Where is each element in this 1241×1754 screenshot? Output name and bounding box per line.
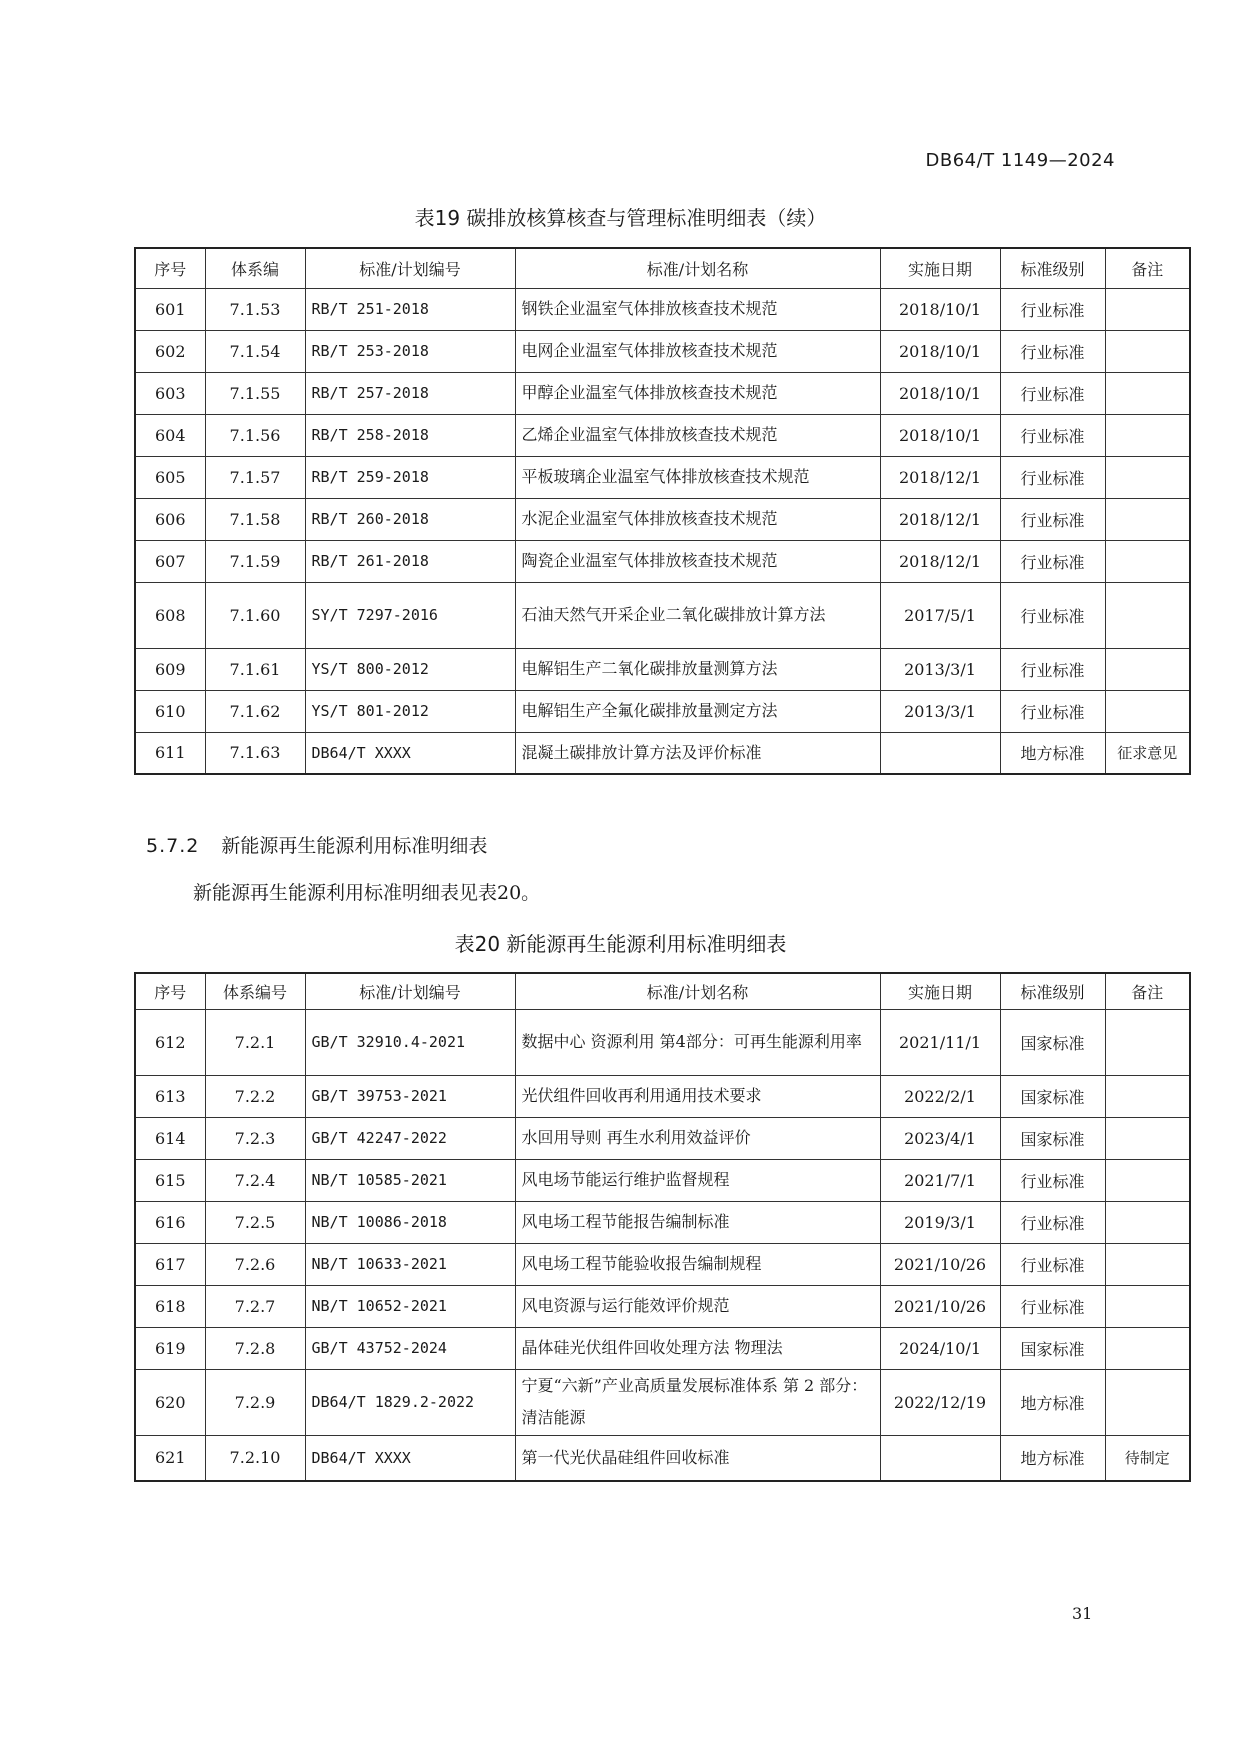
standard-name-cell: 水泥企业温室气体排放核查技术规范 bbox=[515, 498, 880, 540]
note-cell bbox=[1105, 1159, 1190, 1201]
system-code-cell: 7.2.7 bbox=[205, 1285, 305, 1327]
table19-header-row bbox=[135, 248, 1190, 288]
standard-name-cell: 第一代光伏晶硅组件回收标准 bbox=[515, 1435, 880, 1481]
date-cell: 2018/12/1 bbox=[880, 498, 1000, 540]
system-code-cell: 7.2.8 bbox=[205, 1327, 305, 1369]
table-row bbox=[135, 288, 1190, 330]
table-row bbox=[135, 330, 1190, 372]
level-cell: 行业标准 bbox=[1000, 414, 1105, 456]
note-cell bbox=[1105, 690, 1190, 732]
system-code-cell: 7.1.62 bbox=[205, 690, 305, 732]
seq-cell: 615 bbox=[135, 1159, 205, 1201]
table19 bbox=[134, 247, 1191, 775]
table-row bbox=[135, 498, 1190, 540]
date-cell: 2019/3/1 bbox=[880, 1201, 1000, 1243]
seq-cell: 604 bbox=[135, 414, 205, 456]
table-row bbox=[135, 1243, 1190, 1285]
standard-name-cell: 乙烯企业温室气体排放核查技术规范 bbox=[515, 414, 880, 456]
level-cell: 国家标准 bbox=[1000, 1327, 1105, 1369]
note-cell bbox=[1105, 498, 1190, 540]
note-cell bbox=[1105, 1009, 1190, 1075]
standard-name-cell: 电解铝生产二氧化碳排放量测算方法 bbox=[515, 648, 880, 690]
date-cell: 2023/4/1 bbox=[880, 1117, 1000, 1159]
seq-cell: 613 bbox=[135, 1075, 205, 1117]
note-cell: 征求意见 bbox=[1105, 732, 1190, 774]
standard-name-cell: 电网企业温室气体排放核查技术规范 bbox=[515, 330, 880, 372]
date-cell: 2013/3/1 bbox=[880, 690, 1000, 732]
date-cell: 2021/11/1 bbox=[880, 1009, 1000, 1075]
standard-name-cell: 水回用导则 再生水利用效益评价 bbox=[515, 1117, 880, 1159]
standard-code-cell: RB/T 257-2018 bbox=[305, 372, 515, 414]
seq-cell: 602 bbox=[135, 330, 205, 372]
system-code-cell: 7.2.4 bbox=[205, 1159, 305, 1201]
note-cell bbox=[1105, 414, 1190, 456]
table20 bbox=[134, 972, 1191, 1482]
system-code-cell: 7.1.55 bbox=[205, 372, 305, 414]
date-cell: 2021/7/1 bbox=[880, 1159, 1000, 1201]
system-code-cell: 7.1.53 bbox=[205, 288, 305, 330]
section-number: 5.7.2 bbox=[146, 835, 200, 857]
standard-code-cell: YS/T 801-2012 bbox=[305, 690, 515, 732]
standard-code-cell: RB/T 258-2018 bbox=[305, 414, 515, 456]
table20-header-row bbox=[135, 973, 1190, 1009]
level-cell: 地方标准 bbox=[1000, 732, 1105, 774]
header-cell: 标准/计划编号 bbox=[305, 248, 515, 288]
header-cell: 标准/计划名称 bbox=[515, 973, 880, 1009]
system-code-cell: 7.2.2 bbox=[205, 1075, 305, 1117]
table-row bbox=[135, 648, 1190, 690]
standard-name-cell: 光伏组件回收再利用通用技术要求 bbox=[515, 1075, 880, 1117]
date-cell: 2021/10/26 bbox=[880, 1243, 1000, 1285]
seq-cell: 621 bbox=[135, 1435, 205, 1481]
standard-name-cell: 陶瓷企业温室气体排放核查技术规范 bbox=[515, 540, 880, 582]
table-row bbox=[135, 1435, 1190, 1481]
header-cell: 体系编号 bbox=[205, 973, 305, 1009]
table-row bbox=[135, 372, 1190, 414]
table-row bbox=[135, 1117, 1190, 1159]
level-cell: 行业标准 bbox=[1000, 648, 1105, 690]
standard-name-cell: 钢铁企业温室气体排放核查技术规范 bbox=[515, 288, 880, 330]
table-row bbox=[135, 1369, 1190, 1435]
note-cell bbox=[1105, 1117, 1190, 1159]
note-cell bbox=[1105, 288, 1190, 330]
note-cell bbox=[1105, 330, 1190, 372]
date-cell: 2013/3/1 bbox=[880, 648, 1000, 690]
system-code-cell: 7.1.56 bbox=[205, 414, 305, 456]
standard-code-cell: RB/T 251-2018 bbox=[305, 288, 515, 330]
note-cell bbox=[1105, 372, 1190, 414]
seq-cell: 616 bbox=[135, 1201, 205, 1243]
date-cell: 2022/2/1 bbox=[880, 1075, 1000, 1117]
standard-code-cell: NB/T 10086-2018 bbox=[305, 1201, 515, 1243]
seq-cell: 607 bbox=[135, 540, 205, 582]
table-row bbox=[135, 1201, 1190, 1243]
date-cell bbox=[880, 1435, 1000, 1481]
page-number: 31 bbox=[1072, 1604, 1093, 1623]
header-cell: 标准级别 bbox=[1000, 248, 1105, 288]
standard-name-cell: 数据中心 资源利用 第4部分：可再生能源利用率 bbox=[515, 1009, 880, 1075]
table20-title: 表20 新能源再生能源利用标准明细表 bbox=[454, 932, 787, 956]
date-cell: 2018/12/1 bbox=[880, 540, 1000, 582]
date-cell: 2018/10/1 bbox=[880, 330, 1000, 372]
level-cell: 国家标准 bbox=[1000, 1075, 1105, 1117]
note-cell bbox=[1105, 1327, 1190, 1369]
system-code-cell: 7.1.57 bbox=[205, 456, 305, 498]
seq-cell: 612 bbox=[135, 1009, 205, 1075]
standard-code-cell: GB/T 39753-2021 bbox=[305, 1075, 515, 1117]
standard-code-cell: RB/T 259-2018 bbox=[305, 456, 515, 498]
standard-name-cell: 电解铝生产全氟化碳排放量测定方法 bbox=[515, 690, 880, 732]
document-code: DB64/T 1149—2024 bbox=[925, 150, 1115, 171]
header-cell: 实施日期 bbox=[880, 248, 1000, 288]
date-cell: 2017/5/1 bbox=[880, 582, 1000, 648]
standard-code-cell: GB/T 42247-2022 bbox=[305, 1117, 515, 1159]
section-heading bbox=[146, 831, 487, 858]
standard-code-cell: GB/T 32910.4-2021 bbox=[305, 1009, 515, 1075]
system-code-cell: 7.2.6 bbox=[205, 1243, 305, 1285]
date-cell: 2018/12/1 bbox=[880, 456, 1000, 498]
table-row bbox=[135, 540, 1190, 582]
level-cell: 行业标准 bbox=[1000, 690, 1105, 732]
header-cell: 体系编 bbox=[205, 248, 305, 288]
standard-code-cell: RB/T 260-2018 bbox=[305, 498, 515, 540]
standard-name-cell: 石油天然气开采企业二氧化碳排放计算方法 bbox=[515, 582, 880, 648]
seq-cell: 608 bbox=[135, 582, 205, 648]
standard-code-cell: DB64/T XXXX bbox=[305, 1435, 515, 1481]
standard-name-cell: 混凝土碳排放计算方法及评价标准 bbox=[515, 732, 880, 774]
note-cell: 待制定 bbox=[1105, 1435, 1190, 1481]
header-cell: 标准级别 bbox=[1000, 973, 1105, 1009]
table-row bbox=[135, 1075, 1190, 1117]
standard-code-cell: DB64/T 1829.2-2022 bbox=[305, 1369, 515, 1435]
table-row bbox=[135, 414, 1190, 456]
seq-cell: 617 bbox=[135, 1243, 205, 1285]
standard-name-cell: 风电资源与运行能效评价规范 bbox=[515, 1285, 880, 1327]
note-cell bbox=[1105, 1075, 1190, 1117]
seq-cell: 606 bbox=[135, 498, 205, 540]
table-row bbox=[135, 1285, 1190, 1327]
system-code-cell: 7.1.63 bbox=[205, 732, 305, 774]
standard-name-cell: 晶体硅光伏组件回收处理方法 物理法 bbox=[515, 1327, 880, 1369]
system-code-cell: 7.1.60 bbox=[205, 582, 305, 648]
level-cell: 行业标准 bbox=[1000, 582, 1105, 648]
table-row bbox=[135, 732, 1190, 774]
date-cell: 2018/10/1 bbox=[880, 414, 1000, 456]
header-cell: 标准/计划名称 bbox=[515, 248, 880, 288]
table-row bbox=[135, 690, 1190, 732]
date-cell: 2022/12/19 bbox=[880, 1369, 1000, 1435]
level-cell: 行业标准 bbox=[1000, 330, 1105, 372]
date-cell: 2018/10/1 bbox=[880, 372, 1000, 414]
note-cell bbox=[1105, 1201, 1190, 1243]
seq-cell: 618 bbox=[135, 1285, 205, 1327]
level-cell: 国家标准 bbox=[1000, 1117, 1105, 1159]
seq-cell: 605 bbox=[135, 456, 205, 498]
header-cell: 备注 bbox=[1105, 973, 1190, 1009]
system-code-cell: 7.1.58 bbox=[205, 498, 305, 540]
level-cell: 行业标准 bbox=[1000, 456, 1105, 498]
date-cell bbox=[880, 732, 1000, 774]
standard-name-cell: 风电场工程节能验收报告编制规程 bbox=[515, 1243, 880, 1285]
standard-code-cell: NB/T 10585-2021 bbox=[305, 1159, 515, 1201]
standard-code-cell: YS/T 800-2012 bbox=[305, 648, 515, 690]
date-cell: 2021/10/26 bbox=[880, 1285, 1000, 1327]
header-cell: 备注 bbox=[1105, 248, 1190, 288]
standard-code-cell: NB/T 10633-2021 bbox=[305, 1243, 515, 1285]
table-row bbox=[135, 1009, 1190, 1075]
section-paragraph: 新能源再生能源利用标准明细表见表20。 bbox=[193, 882, 541, 904]
note-cell bbox=[1105, 1285, 1190, 1327]
note-cell bbox=[1105, 456, 1190, 498]
level-cell: 行业标准 bbox=[1000, 372, 1105, 414]
system-code-cell: 7.2.1 bbox=[205, 1009, 305, 1075]
level-cell: 行业标准 bbox=[1000, 1285, 1105, 1327]
system-code-cell: 7.2.3 bbox=[205, 1117, 305, 1159]
section-title: 新能源再生能源利用标准明细表 bbox=[221, 835, 488, 857]
level-cell: 行业标准 bbox=[1000, 540, 1105, 582]
system-code-cell: 7.1.61 bbox=[205, 648, 305, 690]
standard-name-cell: 甲醇企业温室气体排放核查技术规范 bbox=[515, 372, 880, 414]
seq-cell: 601 bbox=[135, 288, 205, 330]
seq-cell: 610 bbox=[135, 690, 205, 732]
standard-code-cell: DB64/T XXXX bbox=[305, 732, 515, 774]
level-cell: 行业标准 bbox=[1000, 288, 1105, 330]
table-row bbox=[135, 582, 1190, 648]
note-cell bbox=[1105, 582, 1190, 648]
seq-cell: 620 bbox=[135, 1369, 205, 1435]
seq-cell: 609 bbox=[135, 648, 205, 690]
system-code-cell: 7.2.10 bbox=[205, 1435, 305, 1481]
standard-name-cell: 风电场节能运行维护监督规程 bbox=[515, 1159, 880, 1201]
table19-title: 表19 碳排放核算核查与管理标准明细表（续） bbox=[414, 206, 827, 230]
table-row bbox=[135, 456, 1190, 498]
header-cell: 标准/计划编号 bbox=[305, 973, 515, 1009]
date-cell: 2018/10/1 bbox=[880, 288, 1000, 330]
standard-name-cell: 宁夏“六新”产业高质量发展标准体系 第 2 部分：清洁能源 bbox=[515, 1369, 880, 1435]
standard-name-cell: 平板玻璃企业温室气体排放核查技术规范 bbox=[515, 456, 880, 498]
standard-code-cell: RB/T 261-2018 bbox=[305, 540, 515, 582]
seq-cell: 614 bbox=[135, 1117, 205, 1159]
standard-code-cell: GB/T 43752-2024 bbox=[305, 1327, 515, 1369]
level-cell: 行业标准 bbox=[1000, 498, 1105, 540]
level-cell: 行业标准 bbox=[1000, 1201, 1105, 1243]
seq-cell: 619 bbox=[135, 1327, 205, 1369]
system-code-cell: 7.1.54 bbox=[205, 330, 305, 372]
note-cell bbox=[1105, 540, 1190, 582]
system-code-cell: 7.2.9 bbox=[205, 1369, 305, 1435]
level-cell: 行业标准 bbox=[1000, 1243, 1105, 1285]
standard-code-cell: RB/T 253-2018 bbox=[305, 330, 515, 372]
note-cell bbox=[1105, 1243, 1190, 1285]
table-row bbox=[135, 1327, 1190, 1369]
table-row bbox=[135, 1159, 1190, 1201]
system-code-cell: 7.2.5 bbox=[205, 1201, 305, 1243]
seq-cell: 611 bbox=[135, 732, 205, 774]
standard-code-cell: NB/T 10652-2021 bbox=[305, 1285, 515, 1327]
level-cell: 地方标准 bbox=[1000, 1369, 1105, 1435]
level-cell: 行业标准 bbox=[1000, 1159, 1105, 1201]
note-cell bbox=[1105, 648, 1190, 690]
level-cell: 地方标准 bbox=[1000, 1435, 1105, 1481]
header-cell: 实施日期 bbox=[880, 973, 1000, 1009]
seq-cell: 603 bbox=[135, 372, 205, 414]
standard-name-cell: 风电场工程节能报告编制标准 bbox=[515, 1201, 880, 1243]
header-cell: 序号 bbox=[135, 973, 205, 1009]
header-cell: 序号 bbox=[135, 248, 205, 288]
date-cell: 2024/10/1 bbox=[880, 1327, 1000, 1369]
note-cell bbox=[1105, 1369, 1190, 1435]
level-cell: 国家标准 bbox=[1000, 1009, 1105, 1075]
system-code-cell: 7.1.59 bbox=[205, 540, 305, 582]
standard-code-cell: SY/T 7297-2016 bbox=[305, 582, 515, 648]
